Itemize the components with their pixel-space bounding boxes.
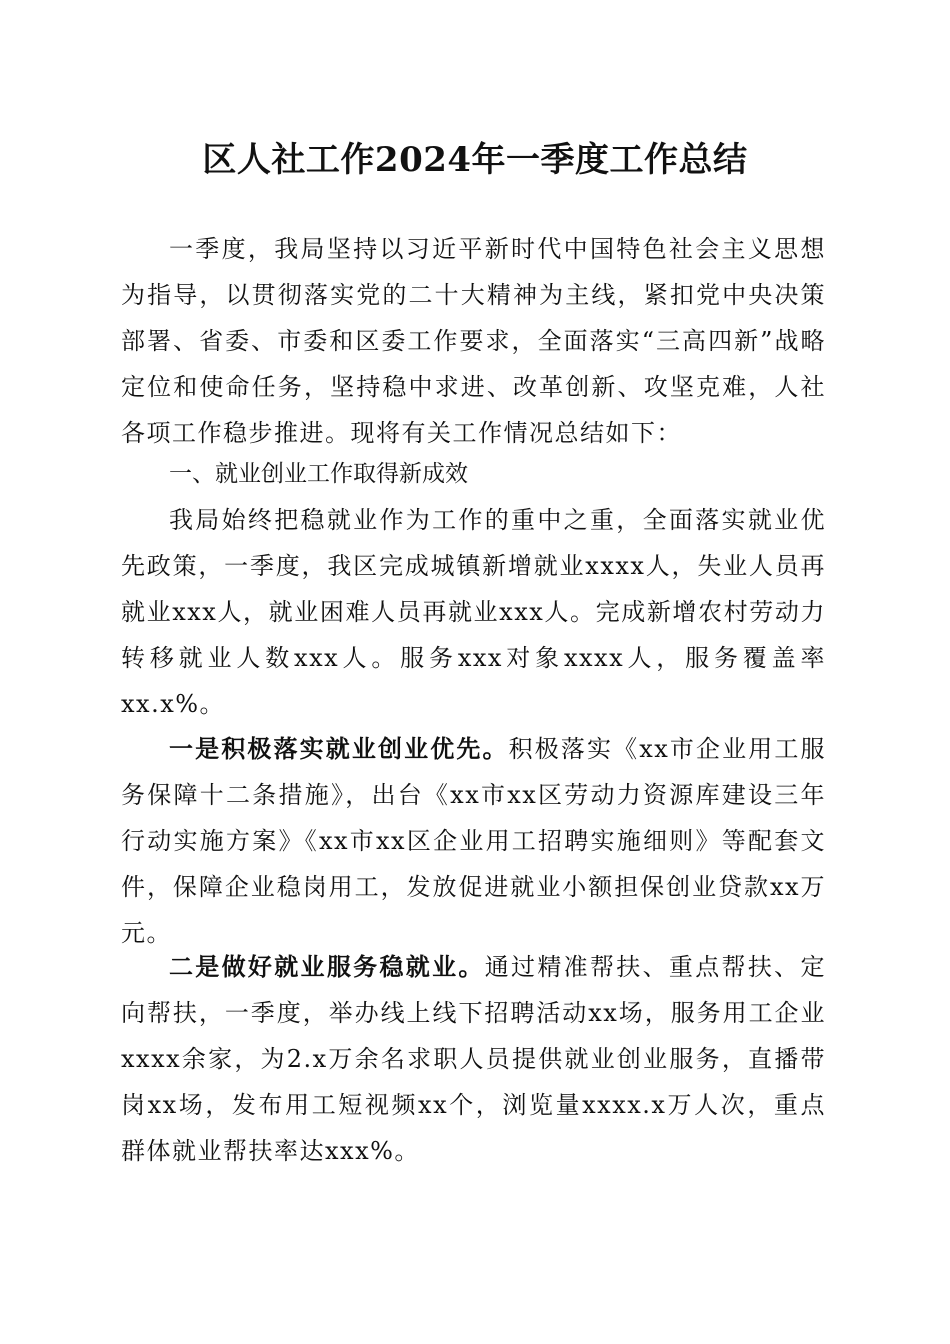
item-paragraph-service [121, 944, 826, 1174]
employment-summary-paragraph: 我局始终把稳就业作为工作的重中之重，全面落实就业优先政策，一季度，我区完成城镇新增就业xxxx人，失业人员再就业xxx人，就业困难人员再就业xxx人。完成新增农村劳动力转移就业人数xxx人。服务xxx对象xxxx人，服务覆盖率xx.x%。 [121, 506, 826, 718]
intro-paragraph: 一季度，我局坚持以习近平新时代中国特色社会主义思想为指导，以贯彻落实党的二十大精神为主线，紧扣党中央决策部署、省委、市委和区委工作要求，全面落实“三高四新”战略定位和使命任务，坚持稳中求进、改革创新、攻坚克难，人社各项工作稳步推进。现将有关工作情况总结如下： [121, 235, 826, 447]
item-paragraph-policy [121, 726, 826, 956]
document-title: 区人社工作2024年一季度工作总结 [202, 140, 748, 180]
item-text-policy: 积极落实《xx市企业用工服务保障十二条措施》，出台《xx市xx区劳动力资源库建设三年行动实施方案》《xx市xx区企业用工招聘实施细则》等配套文件，保障企业稳岗用工，发放促进就业小额担保创业贷款xx万元。 [121, 735, 827, 947]
item-lead-policy: 一是积极落实就业创业优先。 [169, 734, 509, 763]
item-lead-service: 二是做好就业服务稳就业。 [169, 952, 485, 981]
section-heading-employment: 一、就业创业工作取得新成效 [169, 461, 468, 487]
item-text-service: 通过精准帮扶、重点帮扶、定向帮扶，一季度，举办线上线下招聘活动xx场，服务用工企业xxxx余家，为2.x万余名求职人员提供就业创业服务，直播带岗xx场，发布用工短视频xx个，浏览量xxxx.x万人次，重点群体就业帮扶率达xxx%。 [121, 953, 826, 1165]
